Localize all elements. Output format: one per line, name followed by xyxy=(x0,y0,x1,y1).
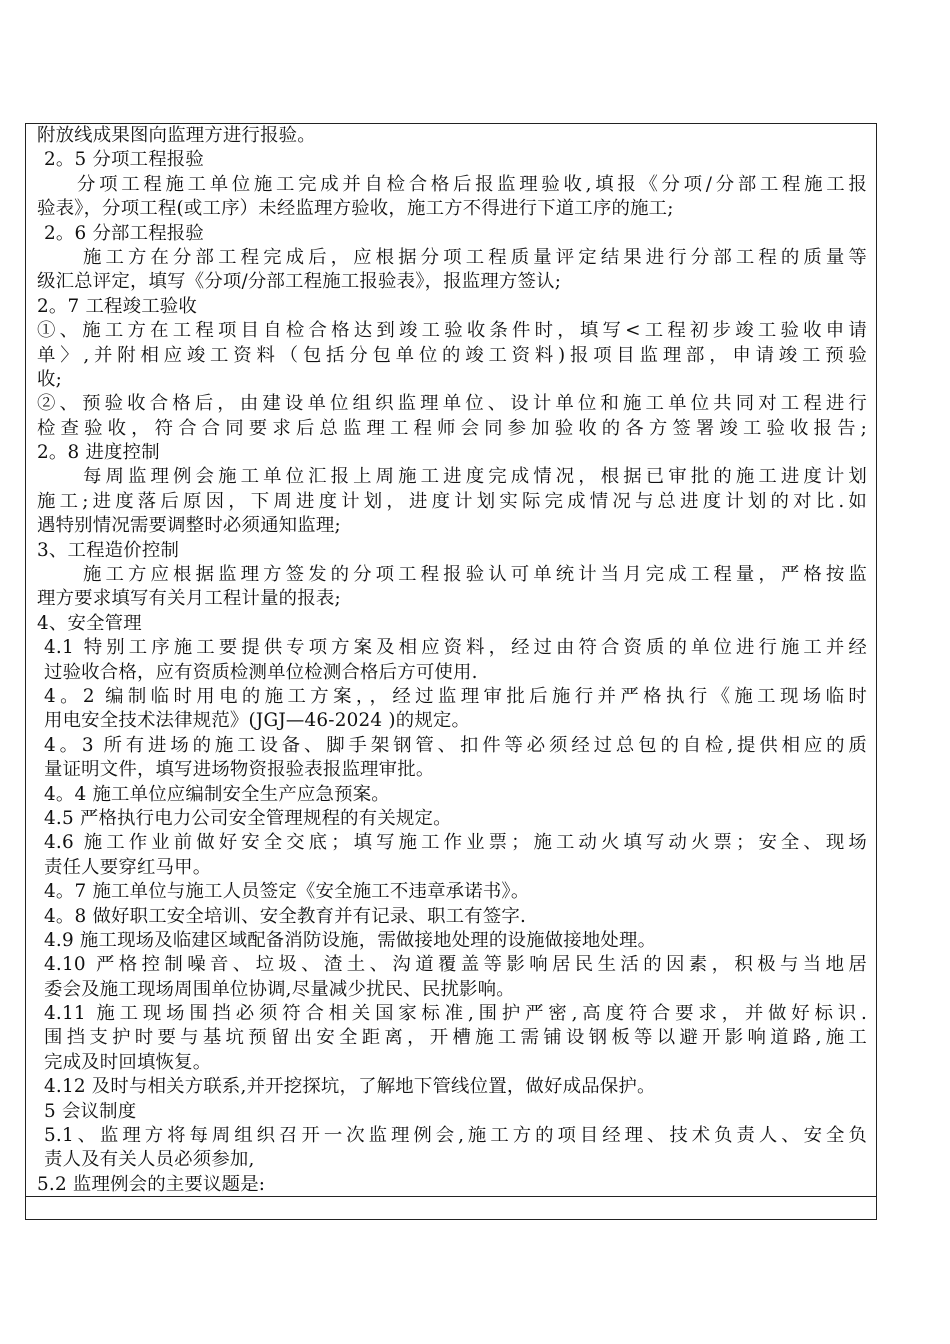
document-line: 单〉,并附相应竣工资料（包括分包单位的竣工资料)报项目监理部，申请竣工预验 xyxy=(37,344,867,366)
document-line: 过验收合格，应有资质检测单位检测合格后方可使用. xyxy=(44,661,478,683)
document-line: 2。8 进度控制 xyxy=(37,442,160,464)
document-line: 4。8 做好职工安全培训、安全教育并有记录、职工有签字. xyxy=(44,905,527,927)
document-line: 验表》，分项工程(或工序）未经监理方验收，施工方不得进行下道工序的施工; xyxy=(37,198,674,220)
document-line: 2。6 分部工程报验 xyxy=(44,222,204,244)
document-line: 遇特别情况需要调整时必须通知监理; xyxy=(37,515,341,537)
document-line: 4。2 编制临时用电的施工方案，，经过监理审批后施行并严格执行《施工现场临时 xyxy=(44,685,867,707)
document-line: 4.1 特别工序施工要提供专项方案及相应资料，经过由符合资质的单位进行施工并经 xyxy=(44,637,867,659)
document-line: 4。4 施工单位应编制安全生产应急预案。 xyxy=(44,783,390,805)
document-line: 4.12 及时与相关方联系,并开挖探坑，了解地下管线位置，做好成品保护。 xyxy=(44,1076,656,1098)
document-frame xyxy=(25,123,877,1220)
document-line: ②、预验收合格后，由建设单位组织监理单位、设计单位和施工单位共同对工程进行 xyxy=(37,393,867,415)
document-line: 3、工程造价控制 xyxy=(37,539,180,561)
document-line: 2。7 工程竣工验收 xyxy=(37,295,197,317)
document-line: 4。7 施工单位与施工人员签定《安全施工不违章承诺书》。 xyxy=(44,881,530,903)
document-line: 4.10 严格控制噪音、垃圾、渣土、沟道覆盖等影响居民生活的因素，积极与当地居 xyxy=(44,954,867,976)
document-line: 4.9 施工现场及临建区域配备消防设施，需做接地处理的设施做接地处理。 xyxy=(44,929,657,951)
document-line: 检查验收，符合合同要求后总监理工程师会同参加验收的各方签署竣工验收报告; xyxy=(37,417,867,439)
document-line: 施工方应根据监理方签发的分项工程报验认可单统计当月完成工程量，严格按监 xyxy=(83,564,867,586)
document-line: 委会及施工现场周围单位协调,尽量减少扰民、民扰影响。 xyxy=(44,978,515,1000)
document-line: 施工方在分部工程完成后，应根据分项工程质量评定结果进行分部工程的质量等 xyxy=(83,246,867,268)
document-line: 用电安全技术法律规范》(JGJ—46-2024 )的规定。 xyxy=(44,710,471,732)
document-body xyxy=(37,124,867,1197)
document-line: 理方要求填写有关月工程计量的报表; xyxy=(37,588,341,610)
document-line: 4。3 所有进场的施工设备、脚手架钢管、扣件等必须经过总包的自检,提供相应的质 xyxy=(44,734,867,756)
document-line: 4.6 施工作业前做好安全交底；填写施工作业票；施工动火填写动火票；安全、现场 xyxy=(44,832,867,854)
document-line: 责人及有关人员必须参加, xyxy=(44,1149,255,1171)
document-line: 5 会议制度 xyxy=(44,1100,137,1122)
document-line: 2。5 分项工程报验 xyxy=(44,149,204,171)
document-line: 分项工程施工单位施工完成并自检合格后报监理验收,填报《分项/分部工程施工报 xyxy=(77,173,867,195)
document-line: 5.2 监理例会的主要议题是: xyxy=(37,1173,266,1195)
document-line: 4.5 严格执行电力公司安全管理规程的有关规定。 xyxy=(44,807,452,829)
document-line: 责任人要穿红马甲。 xyxy=(44,856,212,878)
document-line: 每周监理例会施工单位汇报上周施工进度完成情况，根据已审批的施工进度计划 xyxy=(83,466,867,488)
document-line: 5.1、监理方将每周组织召开一次监理例会,施工方的项目经理、技术负责人、安全负 xyxy=(44,1125,867,1147)
document-line: 量证明文件，填写进场物资报验表报监理审批。 xyxy=(44,759,435,781)
document-line: 4、安全管理 xyxy=(37,612,142,634)
document-line: 4.11 施工现场围挡必须符合相关国家标准,围护严密,高度符合要求，并做好标识. xyxy=(44,1003,867,1025)
document-line: 围挡支护时要与基坑预留出安全距离，开槽施工需铺设钢板等以避开影响道路,施工 xyxy=(44,1027,867,1049)
document-line: 级汇总评定，填写《分项/分部工程施工报验表》，报监理方签认; xyxy=(37,271,562,293)
document-line: 施工;进度落后原因，下周进度计划，进度计划实际完成情况与总进度计划的对比.如 xyxy=(37,490,867,512)
document-line: ①、施工方在工程项目自检合格达到竣工验收条件时，填写<工程初步竣工验收申请 xyxy=(37,320,867,342)
document-line: 完成及时回填恢复。 xyxy=(44,1051,212,1073)
document-line: 收; xyxy=(37,368,62,390)
document-line: 附放线成果图向监理方进行报验。 xyxy=(37,125,316,146)
